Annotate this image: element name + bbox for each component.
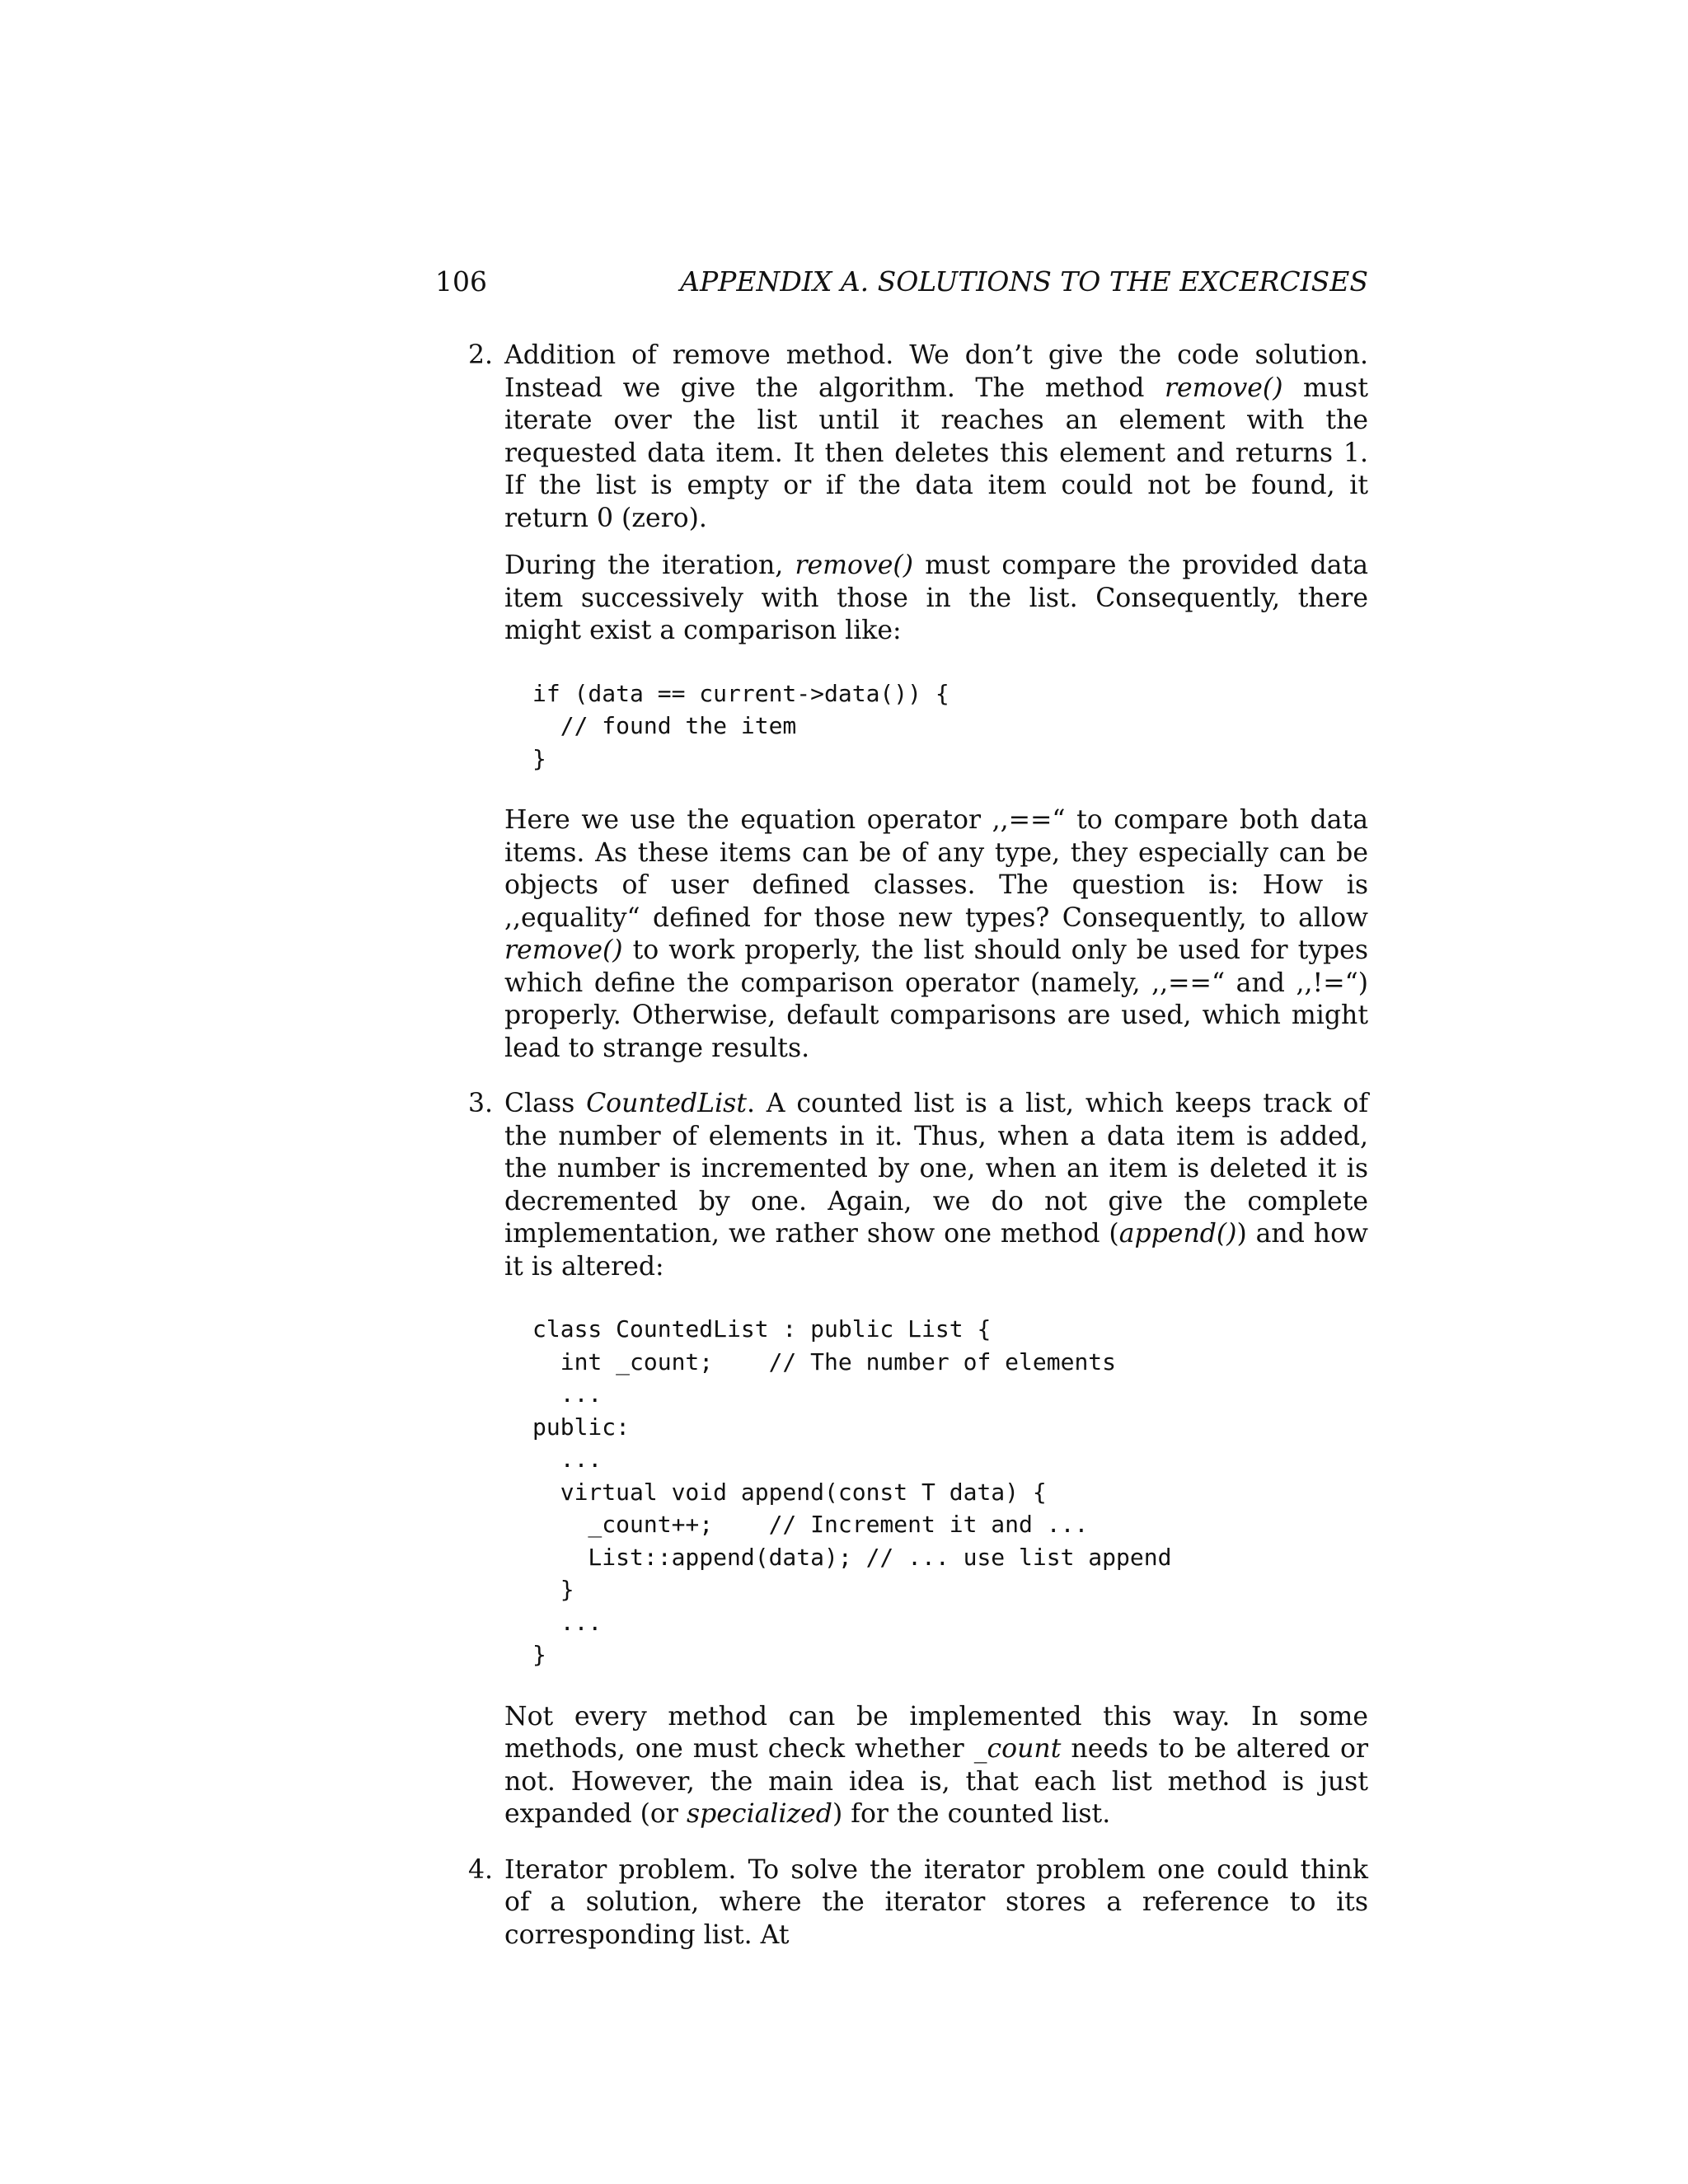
item-number: 3.	[468, 1089, 494, 1118]
paragraph	[504, 1701, 1368, 1831]
text-run: . A counted list is a list, which keeps track of the number of elements in it. Thus, when a data item is added, the number is incremented by one, when an item is deleted it is decremented by one. Again, we do not give the complete implementation, we rather show one method (	[504, 1089, 1368, 1249]
paragraph	[504, 1088, 1368, 1283]
text-run: Addition of remove method. We don’t give the code solution. Instead we give the algorithm. The method	[504, 340, 1368, 403]
method-name: append()	[1118, 1219, 1237, 1249]
text-run: needs to be altered or not. However, the main idea is, that each list method is just expanded (or	[504, 1734, 1369, 1829]
item-number: 4.	[468, 1854, 494, 1885]
running-title: APPENDIX A. SOLUTIONS TO THE EXCERCISES	[680, 265, 1368, 298]
text-run: must iterate over the list until it reaches an element with the requested data item. It then deletes this element and returns 1. If the list is empty or if the data item could not be found, it return 0 (zero).	[504, 373, 1368, 533]
code-block: class CountedList : public List { int _count; // The number of elements ... public: ... virtual void append(const T data) { _count++; // Increment it and ... List::append(data); // ... use list append } ... }	[532, 1315, 1172, 1668]
paragraph	[504, 1854, 1368, 1952]
text-run: Not every method can be implemented this way. In some methods, one must check whether	[504, 1701, 1368, 1764]
solutions-list	[435, 340, 1368, 1975]
text-run: Here we use the equation operator ,,==“ to compare both data items. As these items can be of any type, they especially can be objects of user defined classes. The question is: How is ,,equality“ defined for those new types? Consequently, to allow	[504, 805, 1368, 933]
item-number: 2.	[468, 340, 494, 370]
text-run: ) for the counted list.	[832, 1799, 1111, 1829]
solution-item	[435, 1854, 1368, 1952]
emphasis: specialized	[686, 1799, 832, 1829]
page-header	[435, 262, 1368, 302]
paragraph	[504, 804, 1368, 1065]
solution-item	[435, 340, 1368, 1065]
method-name: remove()	[1164, 373, 1283, 403]
variable-name: _count	[973, 1734, 1062, 1764]
method-name: remove()	[504, 935, 623, 965]
text-run: to work properly, the list should only be used for types which define the comparison operator (namely, ,,==“ and ,,!=“) properly. Otherwise, default comparisons are used, which might lead to strange results.	[504, 935, 1368, 1063]
page-number: 106	[435, 265, 487, 298]
method-name: remove()	[795, 551, 914, 580]
text-run: During the iteration,	[504, 551, 795, 580]
text-run: Class	[504, 1089, 587, 1118]
solution-item	[435, 1088, 1368, 1831]
text-run: Iterator problem. To solve the iterator problem one could think of a solution, where the iterator stores a reference to its corresponding list. At	[504, 1854, 1368, 1950]
code-block: if (data == current->data()) { // found the item }	[532, 679, 950, 772]
paragraph	[504, 340, 1368, 535]
class-name: CountedList	[586, 1089, 747, 1118]
text-run: ) and how it is altered:	[504, 1219, 1368, 1282]
text-run: must compare the provided data item successively with those in the list. Consequently, there might exist a comparison like:	[504, 551, 1368, 645]
paragraph	[504, 550, 1368, 648]
